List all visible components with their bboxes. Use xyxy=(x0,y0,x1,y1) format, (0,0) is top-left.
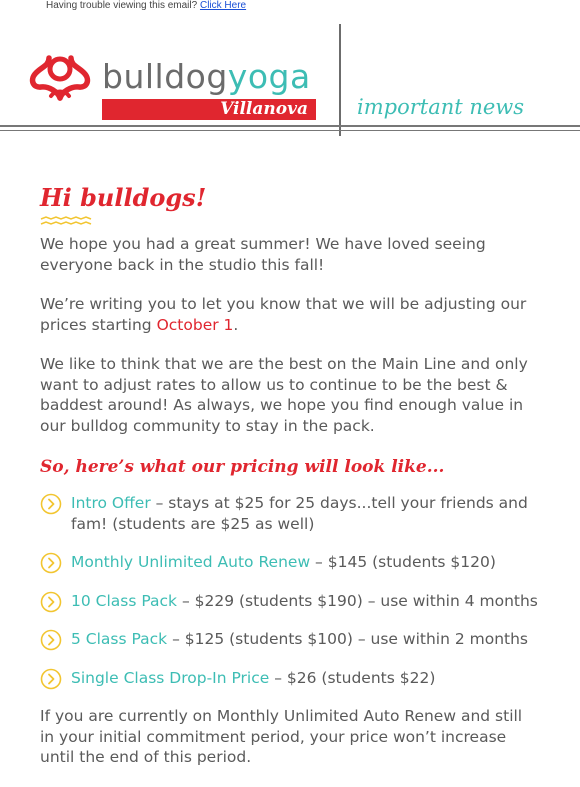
preheader xyxy=(46,0,246,11)
brand-part2: yoga xyxy=(227,57,311,96)
pricing-item-desc: – $229 (students $190) – use within 4 months xyxy=(177,591,538,610)
pricing-item-desc: – $26 (students $22) xyxy=(269,668,436,687)
price-change-end: . xyxy=(233,315,239,334)
pricing-item-monthly-unlimited xyxy=(40,552,540,573)
pricing-item-name: Intro Offer xyxy=(71,494,151,512)
email-body xyxy=(40,180,540,787)
chevron-right-circle-icon xyxy=(40,552,62,574)
price-change-paragraph xyxy=(40,294,540,335)
pricing-item-10-class-pack xyxy=(40,591,540,612)
pricing-heading: So, here’s what our pricing will look like... xyxy=(40,457,445,477)
chevron-right-circle-icon xyxy=(40,629,62,651)
pricing-item-desc: – $125 (students $100) – use within 2 months xyxy=(167,630,529,648)
intro-paragraph: We hope you had a great summer! We have loved seeing everyone back in the studio this fall! xyxy=(40,235,486,274)
chevron-right-circle-icon xyxy=(40,591,62,613)
header-divider xyxy=(339,24,341,136)
pricing-item-desc: – $145 (students $120) xyxy=(310,553,496,571)
header-rule-top xyxy=(0,125,580,127)
pricing-item-intro-offer xyxy=(40,493,540,534)
brand-part1: bulldog xyxy=(102,57,228,96)
pricing-item-name: 5 Class Pack xyxy=(71,630,168,648)
effective-date: October 1 xyxy=(156,315,234,334)
brand-wordmark xyxy=(102,57,311,97)
pricing-list xyxy=(40,493,540,688)
chevron-right-circle-icon xyxy=(40,493,62,515)
header-rule-bottom xyxy=(0,130,580,131)
pricing-item-5-class-pack xyxy=(40,629,540,650)
squiggle-decoration-icon xyxy=(40,216,92,226)
preheader-text: Having trouble viewing this email? xyxy=(46,0,200,11)
pricing-item-desc: – stays at $25 for 25 days...tell your friends and fam! (students are $25 as well) xyxy=(71,494,528,533)
header-tagline: important news xyxy=(357,95,525,119)
pricing-item-name: Monthly Unlimited Auto Renew xyxy=(71,553,311,571)
location-banner: Villanova xyxy=(102,99,316,120)
greeting-heading: Hi bulldogs! xyxy=(40,183,207,212)
commitment-paragraph: If you are currently on Monthly Unlimited Auto Renew and still in your initial commitment period, your price won’t increase until the end of this period. xyxy=(40,707,523,766)
pricing-item-name: Single Class Drop-In Price xyxy=(71,668,270,687)
view-online-link[interactable]: Click Here xyxy=(199,0,247,11)
price-change-text: We’re writing you to let you know that we will be adjusting our prices starting xyxy=(40,295,527,334)
pricing-item-name: 10 Class Pack xyxy=(71,591,178,610)
bulldog-logo-icon xyxy=(27,52,93,102)
chevron-right-circle-icon xyxy=(40,668,62,690)
value-paragraph: We like to think that we are the best on the Main Line and only want to adjust rates to allow us to continue to be the best & baddest around! As always, we hope you find enough value in our bulldog community to stay in the pack. xyxy=(40,355,528,435)
email-header xyxy=(0,12,580,128)
pricing-item-drop-in xyxy=(40,668,540,689)
